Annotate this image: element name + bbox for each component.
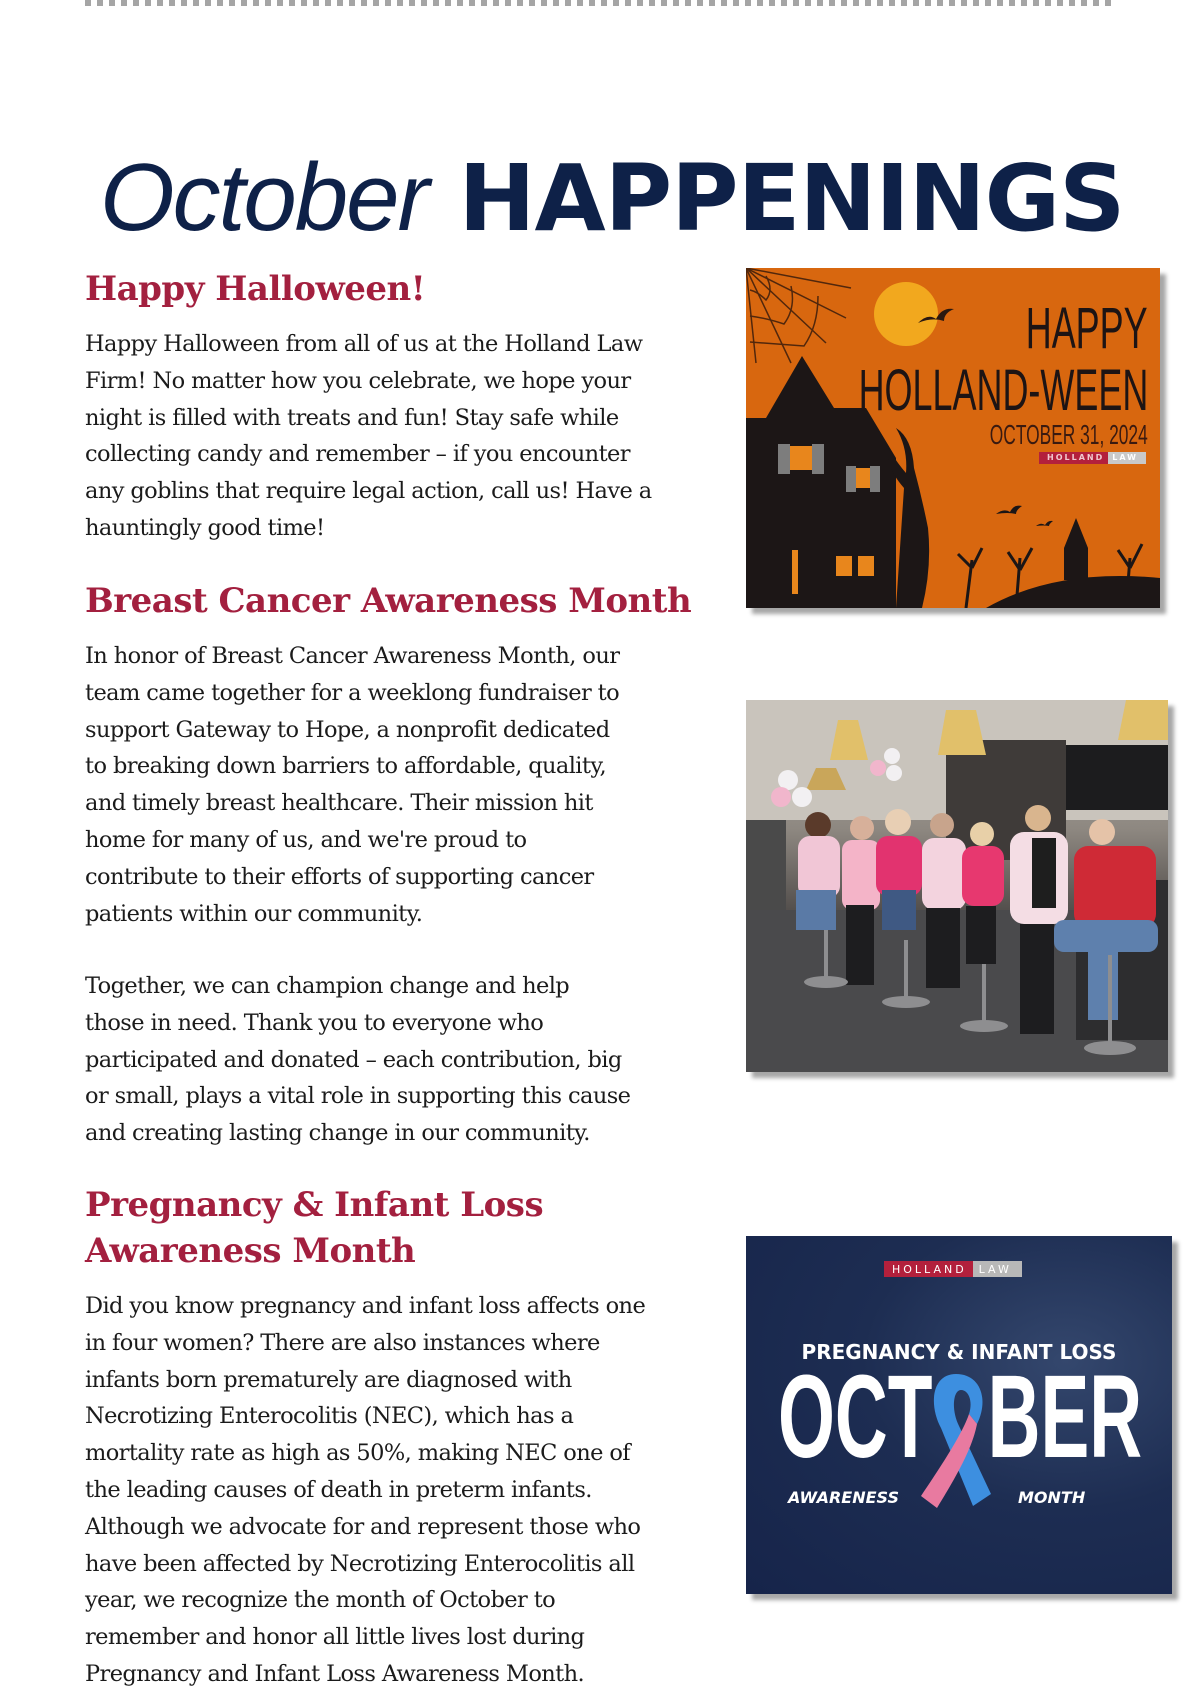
section-heading-breast-cancer: Breast Cancer Awareness Month: [85, 581, 692, 621]
halloween-headline-happy: HAPPY: [1026, 296, 1148, 361]
text-line: Although we advocate for and represent those who: [85, 1513, 641, 1540]
text-line: or small, plays a vital role in supporting this cause: [85, 1083, 631, 1110]
logo-holland: HOLLAND: [1039, 452, 1108, 464]
logo-law: LAW: [973, 1261, 1022, 1277]
text-line: collecting candy and remember – if you encounter: [85, 441, 630, 468]
awareness-ribbon-icon: [911, 1366, 1001, 1516]
logo-law: LAW: [1108, 452, 1146, 464]
text-line: night is filled with treats and fun! Stay safe while: [85, 404, 619, 431]
section-body-halloween: [85, 326, 705, 547]
text-line: Together, we can champion change and help: [85, 973, 570, 999]
halloween-date: OCTOBER 31, 2024: [990, 419, 1148, 450]
text-line: infants born prematurely are diagnosed with: [85, 1366, 572, 1393]
text-line: Pregnancy and Infant Loss Awareness Month.: [85, 1660, 585, 1687]
pail-ber: BER: [987, 1351, 1142, 1483]
text-line: Happy Halloween from all of us at the Holland Law: [85, 331, 643, 357]
holland-law-logo: [1039, 452, 1146, 464]
text-line: Necrotizing Enterocolitis (NEC), which has a: [85, 1403, 574, 1430]
page-title-bold: HAPPENINGS: [458, 144, 1125, 252]
pregnancy-infant-loss-image: [746, 1236, 1172, 1594]
section-heading-pregnancy-infant-loss: [85, 1182, 543, 1274]
text-line: contribute to their efforts of supporting cancer: [85, 863, 594, 890]
section-heading-halloween: Happy Halloween!: [85, 269, 426, 309]
team-photo-illustration: [746, 700, 1168, 1072]
text-line: have been affected by Necrotizing Enterocolitis all: [85, 1550, 635, 1577]
text-line: In honor of Breast Cancer Awareness Month, our: [85, 643, 620, 669]
text-line: hauntingly good time!: [85, 514, 325, 541]
text-line: the leading causes of death in preterm infants.: [85, 1476, 592, 1503]
text-line: patients within our community.: [85, 900, 423, 927]
pail-awareness: AWARENESS: [788, 1488, 900, 1507]
text-line: home for many of us, and we're proud to: [85, 826, 527, 853]
section-body-pregnancy-infant-loss: [85, 1288, 705, 1693]
top-dashed-rule: [85, 0, 1115, 6]
pail-subtitle: PREGNANCY & INFANT LOSS: [801, 1340, 1117, 1364]
text-line: Firm! No matter how you celebrate, we hope your: [85, 367, 631, 394]
text-line: and creating lasting change in our community.: [85, 1120, 590, 1147]
halloween-image: [746, 268, 1160, 608]
pail-oct: OCT: [778, 1351, 933, 1483]
text-line: remember and honor all little lives lost during: [85, 1624, 585, 1651]
text-line: mortality rate as high as 50%, making NEC one of: [85, 1440, 631, 1467]
text-line: team came together for a weeklong fundraiser to: [85, 679, 620, 706]
text-line: participated and donated – each contribution, big: [85, 1046, 622, 1073]
text-line: and timely breast healthcare. Their mission hit: [85, 790, 593, 817]
text-line: in four women? There are also instances where: [85, 1329, 600, 1356]
page-title-italic: October: [100, 143, 428, 251]
logo-holland: HOLLAND: [884, 1261, 973, 1277]
heading-line: Awareness Month: [85, 1231, 416, 1271]
section-body-breast-cancer-2: [85, 968, 705, 1152]
text-line: year, we recognize the month of October to: [85, 1587, 556, 1614]
pail-month: MONTH: [1018, 1488, 1086, 1507]
team-photo: [746, 700, 1168, 1072]
text-line: Did you know pregnancy and infant loss affects one: [85, 1293, 646, 1319]
text-line: support Gateway to Hope, a nonprofit dedicated: [85, 716, 610, 743]
heading-line: Pregnancy & Infant Loss: [85, 1185, 544, 1225]
halloween-headline-hollandween: HOLLAND-WEEN: [858, 358, 1148, 423]
text-line: those in need. Thank you to everyone who: [85, 1009, 544, 1036]
page-title: [100, 143, 1125, 252]
text-line: any goblins that require legal action, call us! Have a: [85, 478, 652, 505]
section-body-breast-cancer-1: [85, 638, 705, 932]
text-line: to breaking down barriers to affordable, quality,: [85, 753, 607, 780]
holland-law-logo: [884, 1261, 1022, 1277]
